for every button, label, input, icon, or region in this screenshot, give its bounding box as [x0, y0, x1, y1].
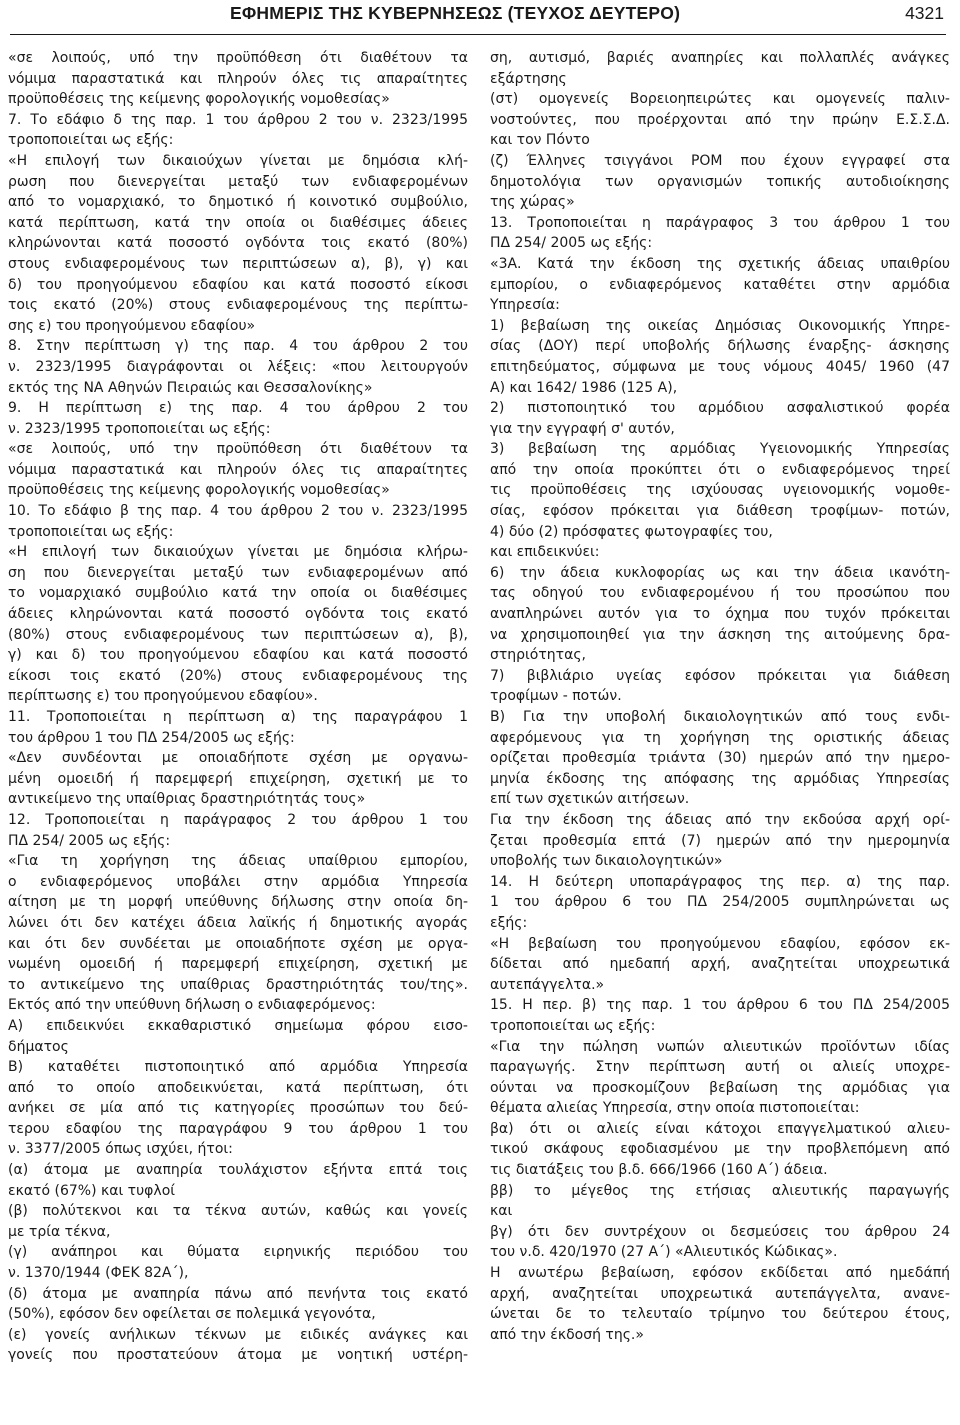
text-line: και ότι δεν συνδέεται με οποιαδήποτε σχέση με οργα- — [8, 935, 468, 952]
text-line: ρωση που διενεργείται μεταξύ των ενδιαφερομένων — [8, 173, 468, 190]
text-line: «Για την πώληση νωπών αλιευτικών προϊόντων ιδίας — [490, 1038, 950, 1055]
left-text-column — [8, 48, 468, 1366]
text-line: «Δεν συνδέονται με οποιαδήποτε σχέση με οργανω- — [8, 750, 468, 767]
text-line: 4) δύο (2) πρόσφατες φωτογραφίες του, — [490, 523, 773, 540]
text-line: μηνία έκδοσης της απόφασης της αρμόδιας Υπηρεσίας — [490, 770, 950, 787]
text-line: τις προϋποθέσεις της ισχύουσας υγειονομικής νομοθε- — [490, 482, 950, 499]
text-line: «Για τη χορήγηση της άδειας υπαίθριου εμπορίου, — [8, 853, 468, 870]
text-line: δημοτολόγια των οργανισμών τοπικής αυτοδιοίκησης — [490, 173, 950, 190]
text-line: τις διατάξεις του β.δ. 666/1966 (160 Α΄) άδεια. — [490, 1162, 828, 1179]
text-line: Η ανωτέρω βεβαίωση, εφόσον εκδίδεται από ημεδάπή — [490, 1265, 950, 1282]
text-line: (γ) ανάπηροι και θύματα ειρηνικής περιόδου του — [8, 1244, 468, 1261]
text-line: νόμιμα παραστατικά και πληρούν όλες τις απαραίτητες — [8, 461, 468, 478]
text-line: ββ) το μέγεθος της ετήσιας αλιευτικής παραγωγής — [490, 1182, 950, 1199]
text-line: προϋποθέσεις της κείμενης φορολογικής νομοθεσίας» — [8, 482, 390, 499]
text-line: και τον Πόντο — [490, 132, 590, 149]
text-line: της χώρας» — [490, 194, 575, 211]
text-line: εξής: — [490, 914, 528, 931]
text-line: θέματα αλιείας Υπηρεσία, στην οποία πιστοποιείται: — [490, 1100, 860, 1117]
text-line: Α) επιδεικνύει εκκαθαριστικό σημείωμα φόρου εισο- — [8, 1017, 468, 1034]
text-line: 2) πιστοποιητικό του αρμόδιου ασφαλιστικού φορέα — [490, 400, 950, 417]
page-header — [10, 0, 946, 35]
text-line: σίας (ΔΟΥ) περί υποβολής δήλωσης έναρξης- άσκησης — [490, 338, 950, 355]
text-line: «Η επιλογή των δικαιούχων γίνεται με δημόσια κλήρω- — [8, 544, 468, 561]
text-line: Β) καταθέτει πιστοποιητικό από αρμόδια Υπηρεσία — [8, 1059, 468, 1076]
text-line: παραγωγής. Στην περίπτωση αυτή οι αλιείς υποχρε- — [490, 1059, 950, 1076]
gazette-title: ΕΦΗΜΕΡΙΣ ΤΗΣ ΚΥΒΕΡΝΗΣΕΩΣ (ΤΕΥΧΟΣ ΔΕΥΤΕΡΟ) — [230, 3, 681, 23]
text-line: ανήκει σε μία από τις κατηγορίες προσώπων του δεύ- — [8, 1100, 468, 1117]
text-line: «Η βεβαίωση του προηγούμενου εδαφίου, εφόσον εκ- — [490, 935, 950, 952]
text-line: «Η επιλογή των δικαιούχων γίνεται με δημόσια κλή- — [8, 152, 468, 169]
text-line: του άρθρου 1 του ΠΔ 254/2005 ως εξής: — [8, 729, 295, 746]
text-line: τοις εκατό (20%) στους ενδιαφερομένους της περίπτω- — [8, 297, 468, 314]
text-line: (α) άτομα με αναπηρία τουλάχιστον εξήντα επτά τοις — [8, 1162, 468, 1179]
text-line: 1 του άρθρου 6 του ΠΔ 254/2005 συμπληρώνεται ως — [490, 894, 950, 911]
text-line: με τρία τέκνα, — [8, 1223, 111, 1240]
text-line: ζεται προθεσμία επτά (7) ημερών από την ημερομηνία — [490, 832, 950, 849]
text-line: εξάρτησης — [490, 70, 567, 87]
text-line: ΠΔ 254/ 2005 ως εξής: — [490, 235, 653, 252]
text-line: αίτηση με τη μορφή υπεύθυνης δήλωσης στην οποία δη- — [8, 894, 468, 911]
text-line: να χρησιμοποιηθεί για την άσκηση της αιτούμενης δρα- — [490, 626, 950, 643]
text-line: αυτεπάγγελτα.» — [490, 976, 605, 993]
text-line: από την έκδοσή της.» — [490, 1326, 644, 1343]
text-line: νόμιμα παραστατικά και πληρούν όλες τις απαραίτητες — [8, 70, 468, 87]
text-line: Για την έκδοση της άδειας από την εκδούσα αρχή ορί- — [490, 811, 950, 828]
text-line: στους ενδιαφερομένους των περιπτώσεων α), β), γ) και — [8, 255, 468, 272]
text-line: γονείς που προστατεύουν άτομα με νοητική υστέρη- — [8, 1347, 468, 1364]
right-text-column — [490, 48, 950, 1345]
text-line: ο ενδιαφερόμενος υποβάλει στην αρμόδια Υπηρεσία — [8, 873, 468, 890]
text-line: τερου εδαφίου της παραγράφου 9 του άρθρου 1 του — [8, 1120, 468, 1137]
text-line: υποβολής των δικαιολογητικών» — [490, 853, 723, 870]
text-line: (στ) ομογενείς Βορειοηπειρώτες και ομογενείς παλιν- — [490, 91, 950, 108]
text-line: 12. Τροποποιείται η παράγραφος 2 του άρθρου 1 του — [8, 811, 468, 828]
text-line: τροποποιείται ως εξής: — [8, 523, 174, 540]
text-line: 7) βιβλιάριο υγείας εφόσον πρόκειται για διάθεση — [490, 667, 950, 684]
text-line: ορίζεται προθεσμία τριάντα (30) ημερών από την ημερο- — [490, 750, 950, 767]
text-line: το αντικείμενο της υπαίθριας δραστηριότητάς του/της». — [8, 976, 468, 993]
text-line: ν. 2323/1995 διαγράφονται οι λέξεις: «που λειτουργούν — [8, 358, 468, 375]
text-line: Εκτός από την υπεύθυνη δήλωση ο ενδιαφερόμενος: — [8, 997, 376, 1014]
text-line: αντικείμενο της υπαίθριας δραστηριότητάς τους» — [8, 791, 366, 808]
text-line: 11. Τροποποιείται η περίπτωση α) της παραγράφου 1 — [8, 709, 468, 725]
text-line: νοστούντες, που προέρχονται από την πρώην Ε.Σ.Σ.Δ. — [490, 111, 950, 128]
text-line: αναπληρώνει αυτόν για το όχημα που τυχόν πρόκειται — [490, 606, 950, 623]
text-line: 8. Στην περίπτωση γ) της παρ. 4 του άρθρου 2 του — [8, 338, 468, 355]
text-line: εκατό (67%) και τυφλοί — [8, 1182, 176, 1199]
text-line: τροποποιείται ως εξής: — [8, 132, 174, 149]
text-line: (ε) γονείς ανήλικων τέκνων με ειδικές ανάγκες και — [8, 1326, 468, 1343]
text-line: (β) πολύτεκνοι και τα τέκνα αυτών, καθώς και γονείς — [8, 1203, 468, 1220]
text-line: κληρώνονται κατά ποσοστό ογδόντα τοις εκατό (80%) — [8, 235, 468, 252]
text-line: 13. Τροποποιείται η παράγραφος 3 του άρθρου 1 του — [490, 214, 950, 231]
text-line: 7. Το εδάφιο δ της παρ. 1 του άρθρου 2 του ν. 2323/1995 — [8, 111, 468, 128]
text-line: από το νομαρχιακό, το δημοτικό ή κοινοτικό συμβούλιο, — [8, 194, 468, 211]
text-line: βα) ότι οι αλιείς είναι κάτοχοι επαγγελματικού αλιευ- — [490, 1120, 950, 1137]
text-line: ούνται να προσκομίζουν βεβαίωση της αρμόδιας για — [490, 1079, 950, 1096]
text-line: «3Α. Κατά την έκδοση της σχετικής άδειας υπαιθρίου — [490, 255, 950, 272]
text-line: άδειες κληρώνονται κατά ποσοστό ογδόντα τοις εκατό — [8, 606, 468, 623]
text-line: το νομαρχιακό συμβούλιο κατά την οποία οι διαθέσιμες — [8, 585, 468, 602]
text-line: τικού σκάφους εφοδιασμένου με την προβλεπόμενη από — [490, 1141, 950, 1158]
text-line: τας οδηγού του ενδιαφερομένου ή του προσώπου που — [490, 585, 950, 602]
text-line: ση, αυτισμό, βαριές αναπηρίες και πολλαπλές ανάγκες — [490, 50, 950, 66]
text-line: είκοσι τοις εκατό (20%) στους ενδιαφερομένους της — [8, 667, 468, 684]
text-line: (80%) στους ενδιαφερομένους των περιπτώσεων α), β), — [8, 626, 468, 643]
text-line: Α) και 1642/ 1986 (125 Α), — [490, 379, 678, 396]
text-line: ΠΔ 254/ 2005 ως εξής: — [8, 832, 171, 849]
text-line: (50%), εφόσον δεν οφείλεται σε πολεμικά γεγονότα, — [8, 1306, 376, 1323]
text-line: (δ) άτομα με αναπηρία πάνω από πενήντα τοις εκατό — [8, 1285, 468, 1302]
text-line: βγ) ότι δεν συντρέχουν οι δεσμεύσεις του άρθρου 24 — [490, 1223, 950, 1240]
text-line: 10. Το εδάφιο β της παρ. 4 του άρθρου 2 του ν. 2323/1995 — [8, 503, 468, 520]
text-line: στηριότητας, — [490, 647, 586, 664]
text-line: για την εγγραφή σ' αυτόν, — [490, 420, 675, 437]
text-line: ώνεται δε το τελευταίο τρίμηνο του δεύτερου έτους, — [490, 1306, 950, 1323]
text-line: σίας, εφόσον πρόκειται για διάθεση τροφίμων- ποτών, — [490, 503, 950, 520]
text-line: δίδεται από ημεδαπή αρχή, αναζητείται υποχρεωτικά — [490, 956, 950, 973]
text-line: περίπτωσης ε) του προηγούμενου εδαφίου». — [8, 688, 318, 705]
text-line: δ) του προηγούμενου εδαφίου και κατά ποσοστό είκοσι — [8, 276, 468, 293]
text-line: και επιδεικνύει: — [490, 544, 600, 561]
text-line: εκτός της ΝΑ Αθηνών Πειραιώς και Θεσσαλονίκης» — [8, 379, 373, 396]
text-line: του ν.δ. 420/1970 (27 Α΄) «Αλιευτικός Κώδικας». — [490, 1244, 838, 1261]
text-line: αρχή, αναζητείται υποχρεωτικά αυτεπάγγελτα, ανανε- — [490, 1285, 950, 1302]
text-line: γ) και δ) του προηγούμενου εδαφίου και κατά ποσοστό — [8, 647, 468, 664]
text-line: επί των σχετικών αιτήσεων. — [490, 791, 690, 808]
text-line: 6) την άδεια κυκλοφορίας ως και την άδεια ικανότη- — [490, 564, 950, 581]
text-line: 3) βεβαίωση της αρμόδιας Υγειονομικής Υπηρεσίας — [490, 441, 950, 458]
text-line: 14. Η δεύτερη υποπαράγραφος της περ. α) της παρ. — [490, 873, 950, 890]
text-line: αφερόμενους για τη χορήγηση της οριστικής άδειας — [490, 729, 950, 746]
text-line: από το οποίο αποδεικνύεται, κατά περίπτωση, ότι — [8, 1079, 468, 1096]
text-line: ση που διενεργείται μεταξύ των ενδιαφερομένων από — [8, 564, 468, 581]
text-line: 9. Η περίπτωση ε) της παρ. 4 του άρθρου 2 του — [8, 400, 468, 417]
text-line: εμπορίου, ο ενδιαφερόμενος καταθέτει στην αρμόδια — [490, 276, 950, 293]
text-line: από την οποία προκύπτει ότι ο ενδιαφερόμενος τηρεί — [490, 461, 950, 478]
page-number: 4321 — [905, 3, 944, 23]
text-line: δήματος — [8, 1038, 69, 1055]
text-line: 1) βεβαίωση της οικείας Δημόσιας Οικονομικής Υπηρε- — [490, 317, 950, 334]
text-line: και — [490, 1203, 513, 1220]
text-line: Υπηρεσία: — [490, 297, 560, 314]
text-line: «σε λοιπούς, υπό την προϋπόθεση ότι διαθέτουν τα — [8, 441, 468, 458]
text-line: προϋποθέσεις της κείμενης φορολογικής νομοθεσίας» — [8, 91, 390, 108]
text-line: ν. 1370/1944 (ΦΕΚ 82Α΄), — [8, 1265, 189, 1282]
text-line: μένη ομοειδή ή παρεμφερή επιχείρηση, σχετική με το — [8, 770, 468, 787]
text-line: σης ε) του προηγούμενου εδαφίου» — [8, 317, 256, 334]
text-line: τροποποιείται ως εξής: — [490, 1017, 656, 1034]
text-line: (ζ) Έλληνες τσιγγάνοι ΡΟΜ που έχουν εγγραφεί στα — [490, 152, 950, 169]
text-line: κατά περίπτωση, κατά την οποία οι διαθέσιμες άδειες — [8, 214, 468, 231]
text-line: τροφίμων - ποτών. — [490, 688, 622, 705]
text-line: ν. 3377/2005 όπως ισχύει, ήτοι: — [8, 1141, 233, 1158]
text-line: ν. 2323/1995 τροποποιείται ως εξής: — [8, 420, 271, 437]
text-line: «σε λοιπούς, υπό την προϋπόθεση ότι διαθέτουν τα — [8, 50, 468, 66]
text-line: λώνει ότι δεν κατέχει άδεια λαϊκής ή δημοτικής αγοράς — [8, 914, 468, 931]
text-line: νωμένη ομοειδή ή παρεμφερή επιχείρηση, σχετική με — [8, 956, 468, 973]
text-line: επιτηδεύματος, σύμφωνα με τους νόμους 4045/ 1960 (47 — [490, 358, 950, 375]
text-line: Β) Για την υποβολή δικαιολογητικών από τους ενδι- — [490, 709, 950, 725]
text-line: 15. Η περ. β) της παρ. 1 του άρθρου 6 του ΠΔ 254/2005 — [490, 997, 950, 1014]
